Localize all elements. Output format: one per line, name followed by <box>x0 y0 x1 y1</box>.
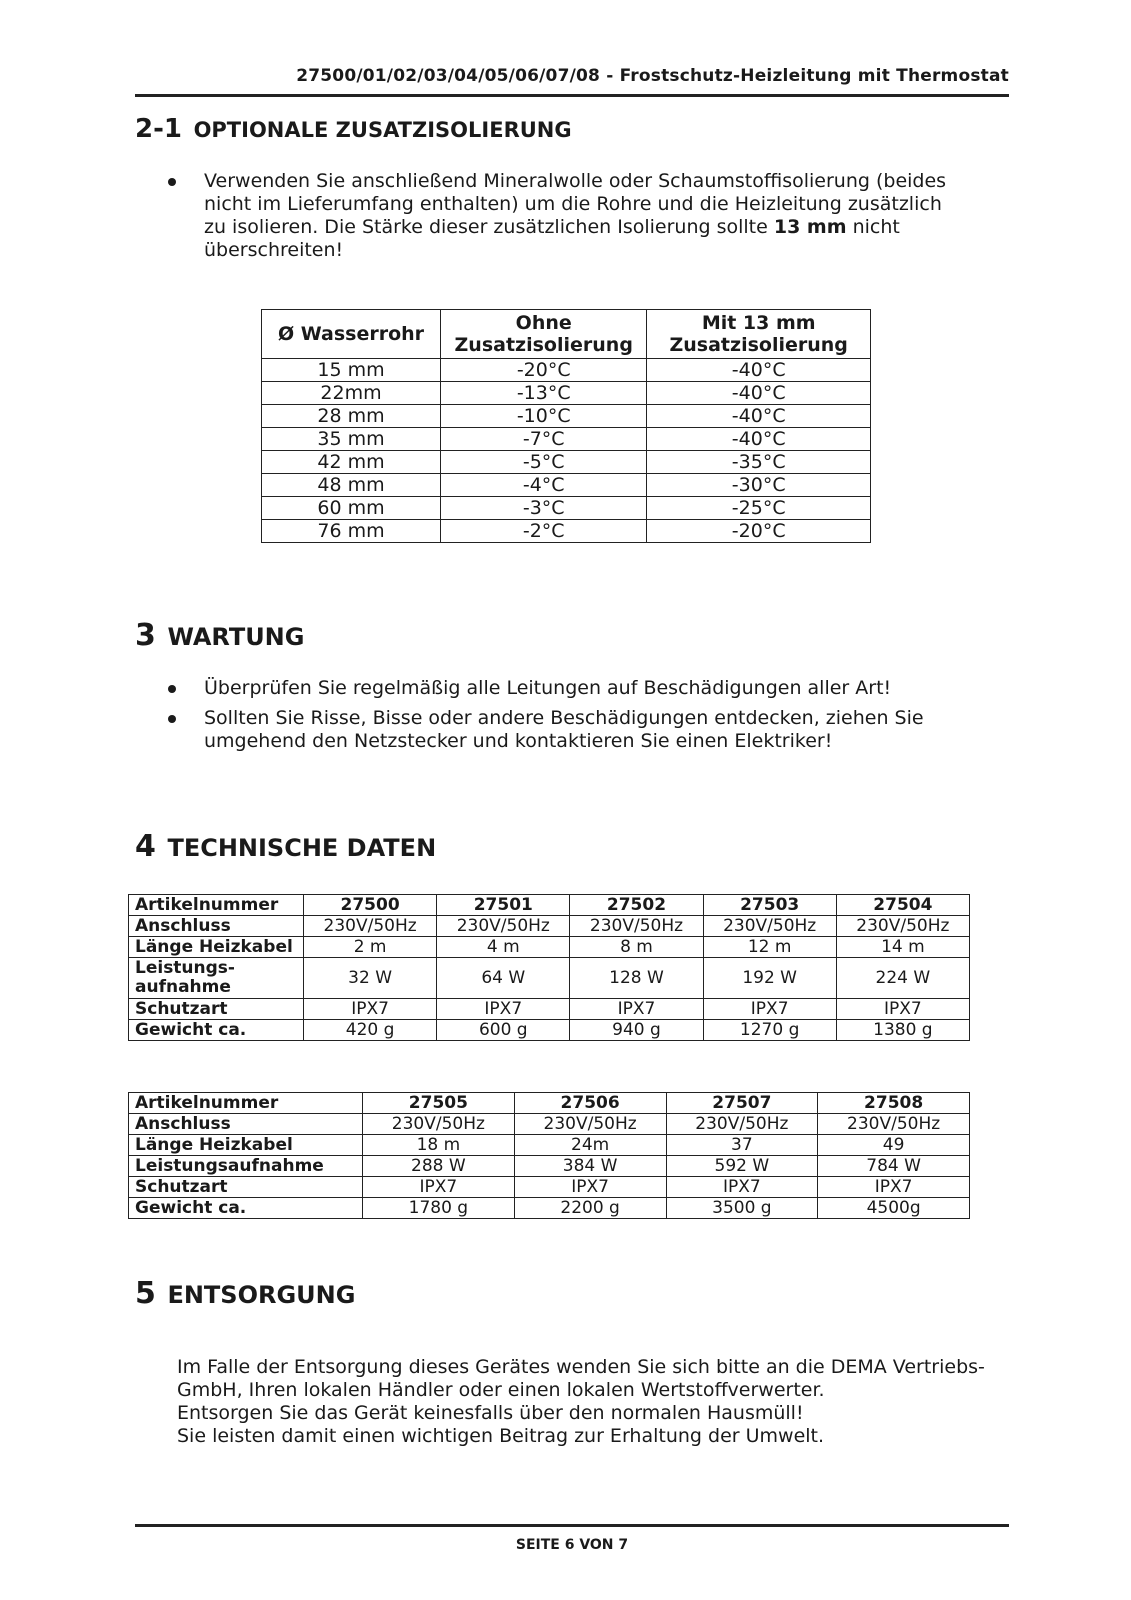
row-label-cell: Leistungs- aufnahme <box>129 958 304 999</box>
table-cell: -13°C <box>441 382 647 405</box>
table-cell: 18 m <box>363 1135 515 1156</box>
table-cell: 4500g <box>818 1198 970 1219</box>
table-cell: -35°C <box>647 451 871 474</box>
section-2-1-bullets <box>168 170 968 269</box>
table-cell: 27504 <box>836 895 969 916</box>
table-cell: 1780 g <box>363 1198 515 1219</box>
table-cell: 2 m <box>304 937 437 958</box>
table-header-cell: Ø Wasserrohr <box>262 310 441 359</box>
bullet-bold-text: 13 mm <box>773 216 847 238</box>
bullet-dot-icon <box>168 715 176 723</box>
table-row <box>129 999 970 1020</box>
section-title: TECHNISCHE DATEN <box>167 834 437 862</box>
table-cell: -10°C <box>441 405 647 428</box>
row-label-cell: Länge Heizkabel <box>129 1135 363 1156</box>
table-cell: IPX7 <box>836 999 969 1020</box>
paragraph-line: Entsorgen Sie das Gerät keinesfalls über den normalen Hausmüll! <box>177 1402 804 1424</box>
table-header-row <box>262 310 871 359</box>
table-row <box>262 405 871 428</box>
table-cell: -40°C <box>647 382 871 405</box>
table-cell: 2200 g <box>514 1198 666 1219</box>
table-cell: -7°C <box>441 428 647 451</box>
section-number: 2-1 <box>135 114 182 144</box>
table-row <box>262 474 871 497</box>
table-cell: 128 W <box>570 958 703 999</box>
page-header-title: 27500/01/02/03/04/05/06/07/08 - Frostschutz-Heizleitung mit Thermostat <box>296 66 1009 86</box>
tech-data-table-1 <box>128 894 970 1041</box>
table-row <box>262 497 871 520</box>
table-cell: IPX7 <box>570 999 703 1020</box>
table-row <box>129 895 970 916</box>
section-3-heading <box>135 618 304 653</box>
table-cell: 49 <box>818 1135 970 1156</box>
table-cell: 230V/50Hz <box>818 1114 970 1135</box>
table-cell: 14 m <box>836 937 969 958</box>
table-cell: IPX7 <box>363 1177 515 1198</box>
table-cell: IPX7 <box>437 999 570 1020</box>
table-header-cell: Mit 13 mm Zusatzisolierung <box>647 310 871 359</box>
table-cell: IPX7 <box>304 999 437 1020</box>
table-cell: 230V/50Hz <box>703 916 836 937</box>
row-label-cell: Schutzart <box>129 999 304 1020</box>
table-cell: 230V/50Hz <box>514 1114 666 1135</box>
table-cell: 384 W <box>514 1156 666 1177</box>
section-2-1-heading <box>135 114 572 144</box>
table-cell: 192 W <box>703 958 836 999</box>
row-label-cell: Länge Heizkabel <box>129 937 304 958</box>
row-label-cell: Artikelnummer <box>129 1093 363 1114</box>
table-cell: 288 W <box>363 1156 515 1177</box>
section-3-bullets <box>168 677 968 760</box>
table-cell: 3500 g <box>666 1198 818 1219</box>
table-cell: 35 mm <box>262 428 441 451</box>
table-cell: 600 g <box>437 1020 570 1041</box>
table-cell: -40°C <box>647 428 871 451</box>
table-cell: IPX7 <box>514 1177 666 1198</box>
table-cell: IPX7 <box>818 1177 970 1198</box>
table-cell: 27500 <box>304 895 437 916</box>
table-header-cell: Ohne Zusatzisolierung <box>441 310 647 359</box>
section-title: ENTSORGUNG <box>167 1281 356 1309</box>
table-row <box>262 520 871 543</box>
row-label-cell: Anschluss <box>129 1114 363 1135</box>
table-cell: 224 W <box>836 958 969 999</box>
table-row <box>129 937 970 958</box>
tech-data-table-2 <box>128 1092 970 1219</box>
section-4-heading <box>135 829 436 864</box>
table-cell: 48 mm <box>262 474 441 497</box>
table-cell: -40°C <box>647 359 871 382</box>
table-row <box>129 1020 970 1041</box>
section-5-heading <box>135 1276 355 1311</box>
table-cell: 230V/50Hz <box>666 1114 818 1135</box>
table-cell: 230V/50Hz <box>836 916 969 937</box>
bullet-item <box>168 170 968 262</box>
bullet-dot-icon <box>168 685 176 693</box>
table-cell: 230V/50Hz <box>570 916 703 937</box>
table-row <box>262 428 871 451</box>
disposal-paragraph <box>177 1356 1007 1448</box>
table-cell: 22mm <box>262 382 441 405</box>
table-cell: 1270 g <box>703 1020 836 1041</box>
bullet-dot-icon <box>168 178 176 186</box>
bullet-item <box>168 677 968 700</box>
table-cell: -20°C <box>647 520 871 543</box>
table-cell: 8 m <box>570 937 703 958</box>
table-cell: 230V/50Hz <box>437 916 570 937</box>
table-cell: -40°C <box>647 405 871 428</box>
table-cell: -2°C <box>441 520 647 543</box>
table-cell: IPX7 <box>666 1177 818 1198</box>
row-label-cell: Leistungsaufnahme <box>129 1156 363 1177</box>
table-row <box>129 958 970 999</box>
table-cell: -25°C <box>647 497 871 520</box>
table-cell: 4 m <box>437 937 570 958</box>
table-row <box>262 382 871 405</box>
table-cell: 60 mm <box>262 497 441 520</box>
table-cell: 27506 <box>514 1093 666 1114</box>
table-cell: 76 mm <box>262 520 441 543</box>
table-row <box>129 1093 970 1114</box>
paragraph-line: Sie leisten damit einen wichtigen Beitrag zur Erhaltung der Umwelt. <box>177 1425 825 1447</box>
table-cell: 64 W <box>437 958 570 999</box>
table-cell: 37 <box>666 1135 818 1156</box>
table-row <box>262 359 871 382</box>
table-row <box>129 1114 970 1135</box>
row-label-cell: Gewicht ca. <box>129 1198 363 1219</box>
section-title: WARTUNG <box>167 623 305 651</box>
section-number: 5 <box>135 1276 156 1311</box>
table-cell: 27501 <box>437 895 570 916</box>
table-cell: 27507 <box>666 1093 818 1114</box>
table-row <box>129 1198 970 1219</box>
section-number: 3 <box>135 618 156 653</box>
bullet-text: nicht überschreiten! <box>204 216 900 261</box>
paragraph-line: Im Falle der Entsorgung dieses Gerätes wenden Sie sich bitte an die DEMA Vertriebs- <box>177 1356 985 1378</box>
table-cell: 27502 <box>570 895 703 916</box>
table-row <box>129 1177 970 1198</box>
table-row <box>129 916 970 937</box>
row-label-cell: Artikelnummer <box>129 895 304 916</box>
bullet-text: Sollten Sie Risse, Bisse oder andere Beschädigungen entdecken, ziehen Sie umgehend den Netzstecker und kontaktieren Sie einen Elektriker! <box>204 707 924 752</box>
table-cell: 27505 <box>363 1093 515 1114</box>
insulation-table <box>261 309 871 543</box>
page-number: SEITE 6 VON 7 <box>515 1537 629 1553</box>
row-label-cell: Gewicht ca. <box>129 1020 304 1041</box>
header-divider <box>135 94 1009 97</box>
table-cell: 230V/50Hz <box>304 916 437 937</box>
table-cell: 1380 g <box>836 1020 969 1041</box>
table-cell: -3°C <box>441 497 647 520</box>
bullet-text: Verwenden Sie anschließend Mineralwolle oder Schaumstoffisolierung (beides nicht im Lieferumfang enthalten) um die Rohre und die Heizleitung zusätzlich zu isolieren. Die Stärke dieser zusätzlichen Isolierung sollte <box>204 170 947 238</box>
section-title: OPTIONALE ZUSATZISOLIERUNG <box>193 118 572 142</box>
table-cell: 940 g <box>570 1020 703 1041</box>
table-cell: 27503 <box>703 895 836 916</box>
table-cell: -5°C <box>441 451 647 474</box>
table-cell: IPX7 <box>703 999 836 1020</box>
table-cell: -20°C <box>441 359 647 382</box>
table-cell: 230V/50Hz <box>363 1114 515 1135</box>
table-row <box>129 1135 970 1156</box>
table-cell: 420 g <box>304 1020 437 1041</box>
table-cell: 592 W <box>666 1156 818 1177</box>
bullet-item <box>168 707 968 753</box>
table-cell: 15 mm <box>262 359 441 382</box>
table-cell: 28 mm <box>262 405 441 428</box>
bullet-text: Überprüfen Sie regelmäßig alle Leitungen auf Beschädigungen aller Art! <box>204 677 892 699</box>
table-cell: 24m <box>514 1135 666 1156</box>
row-label-cell: Schutzart <box>129 1177 363 1198</box>
table-cell: 12 m <box>703 937 836 958</box>
table-cell: 32 W <box>304 958 437 999</box>
section-number: 4 <box>135 829 156 864</box>
table-cell: 27508 <box>818 1093 970 1114</box>
table-row <box>129 1156 970 1177</box>
row-label-cell: Anschluss <box>129 916 304 937</box>
table-cell: -30°C <box>647 474 871 497</box>
table-cell: -4°C <box>441 474 647 497</box>
footer-divider <box>135 1524 1009 1527</box>
paragraph-line: GmbH, Ihren lokalen Händler oder einen lokalen Wertstoffverwerter. <box>177 1379 825 1401</box>
table-row <box>262 451 871 474</box>
table-cell: 42 mm <box>262 451 441 474</box>
table-cell: 784 W <box>818 1156 970 1177</box>
